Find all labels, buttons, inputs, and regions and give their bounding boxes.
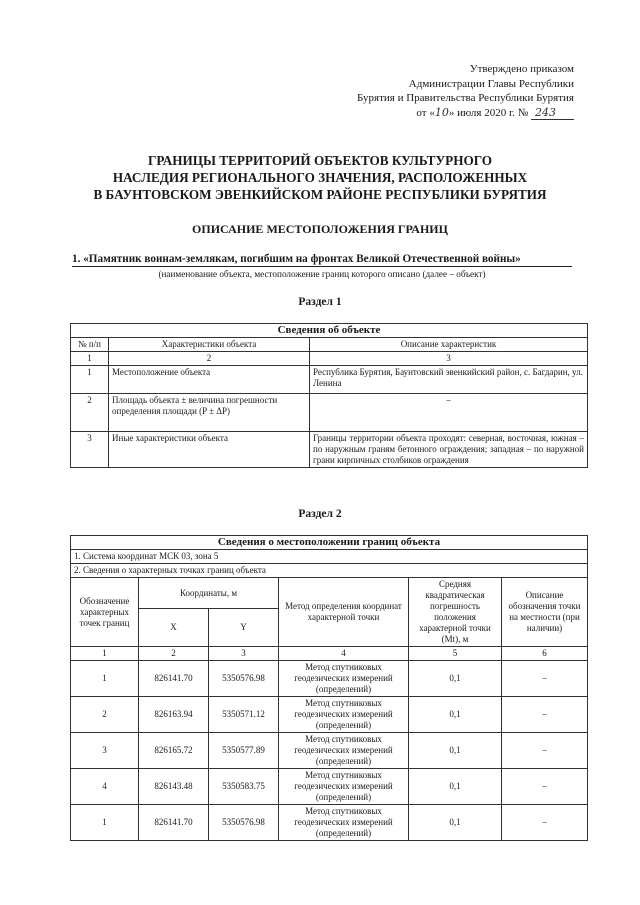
section-1-heading: Раздел 1 — [298, 296, 342, 308]
row-characteristic: Местоположение объекта — [109, 366, 310, 394]
header-coords: Координаты, м — [139, 578, 279, 609]
approval-line-2: Администрации Главы Республики — [408, 77, 574, 90]
point-error: 0,1 — [409, 733, 502, 769]
col-number: 2 — [139, 647, 209, 661]
object-info-table — [70, 323, 588, 468]
points-title: 2. Сведения о характерных точках границ объекта — [71, 564, 588, 578]
title-line-1: ГРАНИЦЫ ТЕРРИТОРИЙ ОБЪЕКТОВ КУЛЬТУРНОГО — [147, 153, 493, 168]
col-number: 4 — [279, 647, 409, 661]
table-row — [71, 394, 588, 432]
point-error: 0,1 — [409, 697, 502, 733]
point-id: 1 — [71, 661, 139, 697]
point-x: 826141.70 — [139, 805, 209, 841]
row-characteristic: Иные характеристики объекта — [109, 432, 310, 468]
header-designation: Обозначение характерных точек границ — [71, 578, 139, 647]
object-note: (наименование объекта, местоположение границ которого описано (далее – объект) — [158, 269, 486, 279]
coordinate-system: 1. Система координат МСК 03, зона 5 — [71, 550, 588, 564]
row-number: 1 — [71, 366, 109, 394]
point-error: 0,1 — [409, 661, 502, 697]
table-row — [71, 733, 588, 769]
table-row — [71, 769, 588, 805]
header-number: № п/п — [71, 338, 109, 352]
boundary-caption: Сведения о местоположении границ объекта — [71, 536, 588, 550]
point-id: 2 — [71, 697, 139, 733]
col-number: 5 — [409, 647, 502, 661]
table-row — [71, 697, 588, 733]
header-characteristic: Характеристики объекта — [109, 338, 310, 352]
col-number: 2 — [109, 352, 310, 366]
point-description: – — [502, 733, 588, 769]
title-line-2: НАСЛЕДИЯ РЕГИОНАЛЬНОГО ЗНАЧЕНИЯ, РАСПОЛОЖЕННЫХ — [112, 170, 528, 185]
point-method: Метод спутниковых геодезических измерений (определений) — [279, 805, 409, 841]
header-y: Y — [209, 609, 279, 647]
col-number: 6 — [502, 647, 588, 661]
approval-line-1: Утверждено приказом — [469, 63, 574, 75]
point-error: 0,1 — [409, 805, 502, 841]
col-number: 1 — [71, 352, 109, 366]
header-error: Средняя квадратическая погрешность положения характерной точки (Mt), м — [409, 578, 502, 647]
document-subtitle: ОПИСАНИЕ МЕСТОПОЛОЖЕНИЯ ГРАНИЦ — [192, 222, 448, 236]
col-number: 3 — [310, 352, 588, 366]
col-number: 1 — [71, 647, 139, 661]
point-id: 1 — [71, 805, 139, 841]
document-title — [40, 152, 600, 203]
date-suffix: » июля 2020 г. № — [448, 106, 529, 119]
point-x: 826141.70 — [139, 661, 209, 697]
approval-date — [274, 106, 574, 121]
point-description: – — [502, 697, 588, 733]
header-point-description: Описание обозначения точки на местности (при наличии) — [502, 578, 588, 647]
header-description: Описание характеристик — [310, 338, 588, 352]
point-method: Метод спутниковых геодезических измерений (определений) — [279, 769, 409, 805]
date-prefix: от « — [416, 106, 435, 119]
boundary-table — [70, 535, 588, 841]
point-id: 4 — [71, 769, 139, 805]
header-x: X — [139, 609, 209, 647]
row-number: 3 — [71, 432, 109, 468]
order-number: 243 — [531, 106, 574, 120]
row-number: 2 — [71, 394, 109, 432]
point-y: 5350583.75 — [209, 769, 279, 805]
date-day: 10 — [434, 105, 449, 119]
point-error: 0,1 — [409, 769, 502, 805]
table-row — [71, 661, 588, 697]
point-x: 826165.72 — [139, 733, 209, 769]
point-description: – — [502, 805, 588, 841]
point-y: 5350577.89 — [209, 733, 279, 769]
point-id: 3 — [71, 733, 139, 769]
row-value: Границы территории объекта проходят: северная, восточная, южная – по наружным граням бетонного ограждения; западная – по наружной грани кирпичных столбиков ограждения — [310, 432, 588, 468]
row-value: – — [310, 394, 588, 432]
object-name: 1. «Памятник воинам-землякам, погибшим на фронтах Великой Отечественной войны» — [72, 253, 572, 267]
point-y: 5350571.12 — [209, 697, 279, 733]
point-method: Метод спутниковых геодезических измерений (определений) — [279, 697, 409, 733]
row-characteristic: Площадь объекта ± величина погрешности определения площади (P ± ΔP) — [109, 394, 310, 432]
point-description: – — [502, 769, 588, 805]
point-method: Метод спутниковых геодезических измерений (определений) — [279, 661, 409, 697]
approval-block — [274, 62, 574, 120]
approval-line-3: Бурятия и Правительства Республики Бурятия — [356, 92, 574, 104]
table-row — [71, 366, 588, 394]
section-2-heading: Раздел 2 — [298, 508, 342, 520]
header-method: Метод определения координат характерной точки — [279, 578, 409, 647]
point-method: Метод спутниковых геодезических измерений (определений) — [279, 733, 409, 769]
point-y: 5350576.98 — [209, 805, 279, 841]
point-description: – — [502, 661, 588, 697]
title-line-3: В БАУНТОВСКОМ ЭВЕНКИЙСКОМ РАЙОНЕ РЕСПУБЛИКИ БУРЯТИЯ — [93, 187, 547, 202]
col-number: 3 — [209, 647, 279, 661]
point-x: 826163.94 — [139, 697, 209, 733]
object-info-caption: Сведения об объекте — [71, 324, 588, 338]
row-value: Республика Бурятия, Баунтовский эвенкийский район, с. Багдарин, ул. Ленина — [310, 366, 588, 394]
table-row — [71, 432, 588, 468]
table-row — [71, 805, 588, 841]
point-x: 826143.48 — [139, 769, 209, 805]
point-y: 5350576.98 — [209, 661, 279, 697]
